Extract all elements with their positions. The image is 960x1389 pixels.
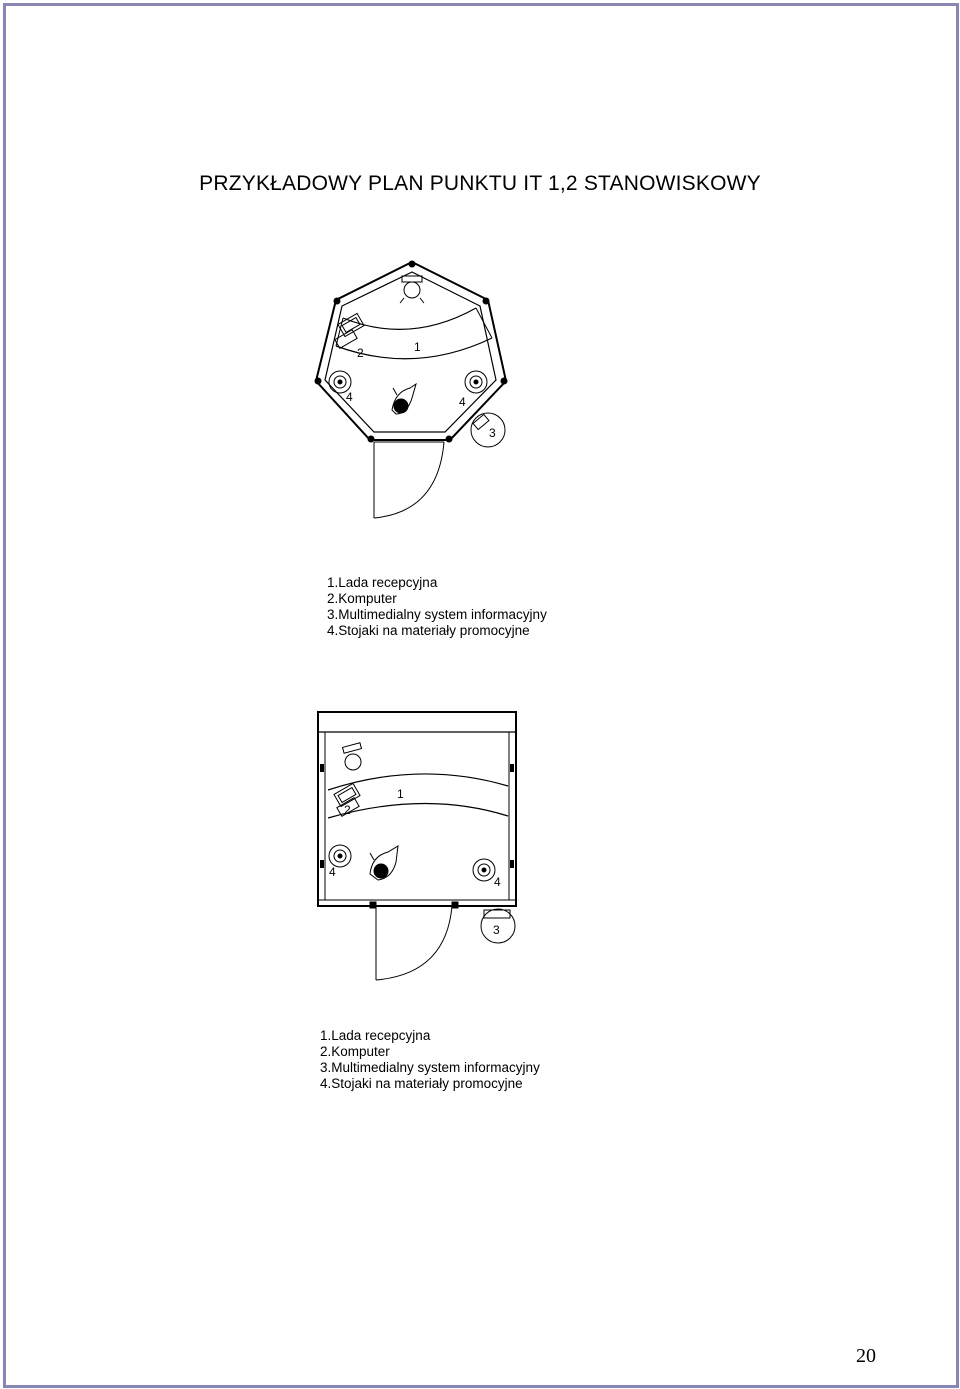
label-kiosk: 3	[493, 923, 500, 937]
label-stand-left: 4	[346, 390, 353, 404]
stand-icon	[465, 371, 487, 393]
legend-item: 2.Komputer	[320, 1044, 390, 1059]
chair-icon	[400, 276, 424, 303]
plan2-legend	[320, 1028, 540, 1092]
label-stand-right: 4	[494, 875, 501, 889]
legend-item: 1.Lada recepcyjna	[327, 575, 438, 590]
door-icon	[374, 442, 444, 518]
label-kiosk: 3	[489, 426, 496, 440]
door-icon	[370, 902, 458, 980]
label-counter: 1	[397, 787, 404, 801]
page-number: 20	[856, 1345, 876, 1367]
legend-item: 1.Lada recepcyjna	[320, 1028, 431, 1043]
legend-item: 4.Stojaki na materiały promocyjne	[327, 623, 530, 638]
page-title: PRZYKŁADOWY PLAN PUNKTU IT 1,2 STANOWISKOWY	[199, 172, 761, 195]
label-stand-right: 4	[459, 395, 466, 409]
legend-item: 4.Stojaki na materiały promocyjne	[320, 1076, 523, 1091]
plan1-legend	[327, 575, 547, 639]
stand-icon	[329, 845, 351, 867]
label-stand-left: 4	[329, 865, 336, 879]
legend-item: 2.Komputer	[327, 591, 397, 606]
hexagonal-plan	[315, 261, 508, 519]
chair-icon	[343, 743, 362, 770]
stand-icon	[473, 859, 495, 881]
person-icon	[370, 846, 398, 880]
legend-item: 3.Multimedialny system informacyjny	[320, 1060, 540, 1075]
legend-item: 3.Multimedialny system informacyjny	[327, 607, 547, 622]
rectangular-plan	[318, 712, 516, 980]
label-computer: 2	[344, 803, 351, 817]
kiosk-icon	[471, 413, 505, 447]
label-computer: 2	[357, 346, 364, 360]
person-icon	[392, 384, 416, 414]
label-counter: 1	[414, 340, 421, 354]
